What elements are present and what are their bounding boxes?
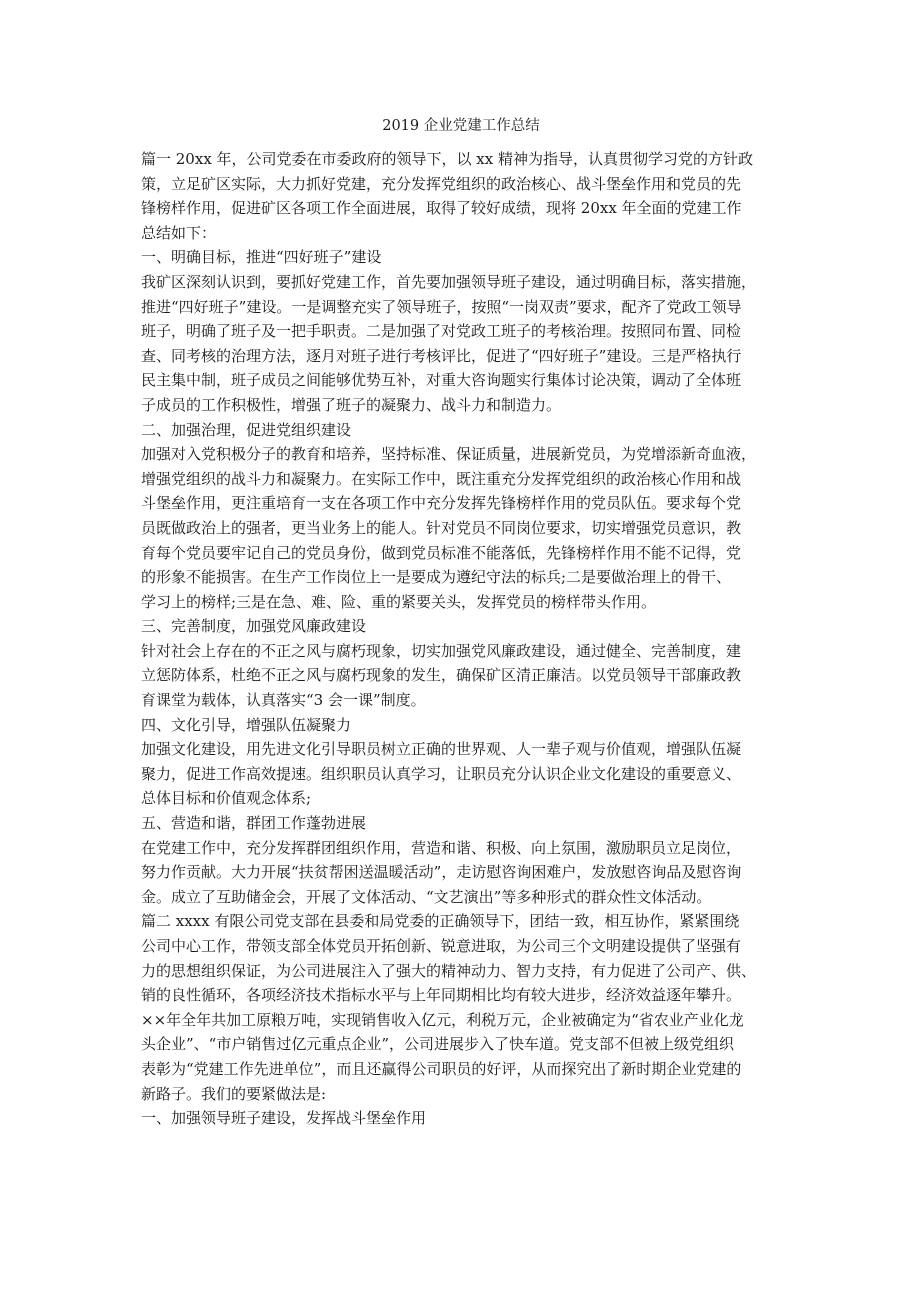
- text-line: 我矿区深刻认识到，要抓好党建工作，首先要加强领导班子建设，通过明确目标，落实措施，: [141, 272, 757, 291]
- text-line: 锋榜样作用，促进矿区各项工作全面进展，取得了较好成绩，现将 20xx 年全面的党建工作: [141, 199, 742, 218]
- text-line: 立惩防体系，杜绝不正之风与腐朽现象的发生，确保矿区清正廉洁。以党员领导干部廉政教: [141, 666, 742, 685]
- text-line: 加强对入党积极分子的教育和培养，坚持标准、保证质量，进展新党员，为党增添新奇血液，: [141, 445, 757, 464]
- text-line: 篇一 20xx 年，公司党委在市委政府的领导下，以 xx 精神为指导，认真贯彻学习党的方针政: [141, 150, 754, 168]
- document-body: [141, 147, 781, 1131]
- text-line: 针对社会上存在的不正之风与腐朽现象，切实加强党风廉政建设，通过健全、完善制度，建: [141, 641, 742, 660]
- text-line: 聚力，促进工作高效提速。组织职员认真学习，让职员充分认识企业文化建设的重要意义、: [141, 764, 742, 783]
- text-line: 公司中心工作，带领支部全体党员开拓创新、锐意进取，为公司三个文明建设提供了坚强有: [141, 937, 742, 955]
- text-line: 总体目标和价值观念体系;: [141, 789, 312, 808]
- text-line: 表彰为“党建工作先进单位”，而且还赢得公司职员的好评，从而探究出了新时期企业党建的: [141, 1059, 742, 1078]
- text-line: 销的良性循环，各项经济技术指标水平与上年同期相比均有较大进步，经济效益逐年攀升。: [141, 986, 742, 1005]
- text-line: 五、营造和谐，群团工作蓬勃进展: [141, 814, 367, 833]
- text-line: 民主集中制，班子成员之间能够优势互补，对重大咨询题实行集体讨论决策，调动了全体班: [141, 371, 742, 390]
- text-line: 员既做政治上的强者，更当业务上的能人。针对党员不同岗位要求，切实增强党员意识，教: [141, 518, 742, 537]
- text-line: 子成员的工作积极性，增强了班子的凝聚力、战斗力和制造力。: [141, 395, 562, 414]
- text-line: 一、加强领导班子建设，发挥战斗堡垒作用: [141, 1109, 427, 1128]
- text-line: 金。成立了互助储金会，开展了文体活动、“文艺演出”等多种形式的群众性文体活动。: [141, 887, 712, 906]
- text-line: 育课堂为载体，认真落实“3 会一课”制度。: [141, 691, 426, 710]
- text-line: 加强文化建设，用先进文化引导职员树立正确的世界观、人一辈子观与价值观，增强队伍凝: [141, 740, 742, 759]
- text-line: 班子，明确了班子及一把手职责。二是加强了对党政工班子的考核治理。按照同布置、同检: [141, 322, 742, 341]
- text-line: 增强党组织的战斗力和凝聚力。在实际工作中，既注重充分发挥党组织的政治核心作用和战: [141, 469, 742, 488]
- text-line: 查、同考核的治理方法，逐月对班子进行考核评比，促进了“四好班子”建设。三是严格执行: [141, 346, 742, 365]
- text-line: 学习上的榜样;三是在急、难、险、重的紧要关头，发挥党员的榜样带头作用。: [141, 592, 657, 611]
- text-line: 斗堡垒作用，更注重培育一支在各项工作中充分发挥先锋榜样作用的党员队伍。要求每个党: [141, 494, 742, 513]
- text-line: 四、文化引导，增强队伍凝聚力: [141, 715, 352, 734]
- text-line: 总结如下：: [141, 223, 217, 242]
- text-line: 新路子。我们的要紧做法是:: [141, 1084, 327, 1103]
- document-title: 2019 企业党建工作总结: [382, 118, 540, 134]
- text-line: 推进“四好班子”建设。一是调整充实了领导班子，按照“一岗双责”要求，配齐了党政工领导: [141, 297, 742, 316]
- text-line: 一、明确目标，推进“四好班子”建设: [141, 248, 382, 267]
- text-line: 三、完善制度，加强党风廉政建设: [141, 617, 367, 636]
- text-line: 头企业”、“市户销售过亿元重点企业”，公司进展步入了快车道。党支部不但被上级党组织: [141, 1035, 735, 1054]
- text-line: 二、加强治理，促进党组织建设: [141, 420, 352, 439]
- text-line: 努力作贡献。大力开展“扶贫帮困送温暖活动”，走访慰咨询困难户，发放慰咨询品及慰咨询: [141, 863, 742, 882]
- text-line: 育每个党员要牢记自己的党员身份，做到党员标准不能落低，先锋榜样作用不能不记得，党: [141, 543, 742, 562]
- text-line: 的形象不能损害。在生产工作岗位上一是要成为遵纪守法的标兵;二是要做治理上的骨干、: [141, 568, 732, 587]
- text-line: 在党建工作中，充分发挥群团组织作用，营造和谐、积极、向上氛围，激励职员立足岗位，: [141, 838, 742, 857]
- text-line: ××年全年共加工原粮万吨，实现销售收入亿元，利税万元，企业被确定为“省农业产业化龙: [141, 1010, 744, 1029]
- document-page: [141, 114, 781, 1131]
- text-line: 力的思想组织保证，为公司进展注入了强大的精神动力、智力支持，有力促进了公司产、供、: [141, 961, 757, 980]
- text-line: 策，立足矿区实际，大力抓好党建，充分发挥党组织的政治核心、战斗堡垒作用和党员的先: [141, 174, 742, 193]
- text-line: 篇二 xxxx 有限公司党支部在县委和局党委的正确领导下，团结一致，相互协作，紧紧围绕: [141, 912, 740, 931]
